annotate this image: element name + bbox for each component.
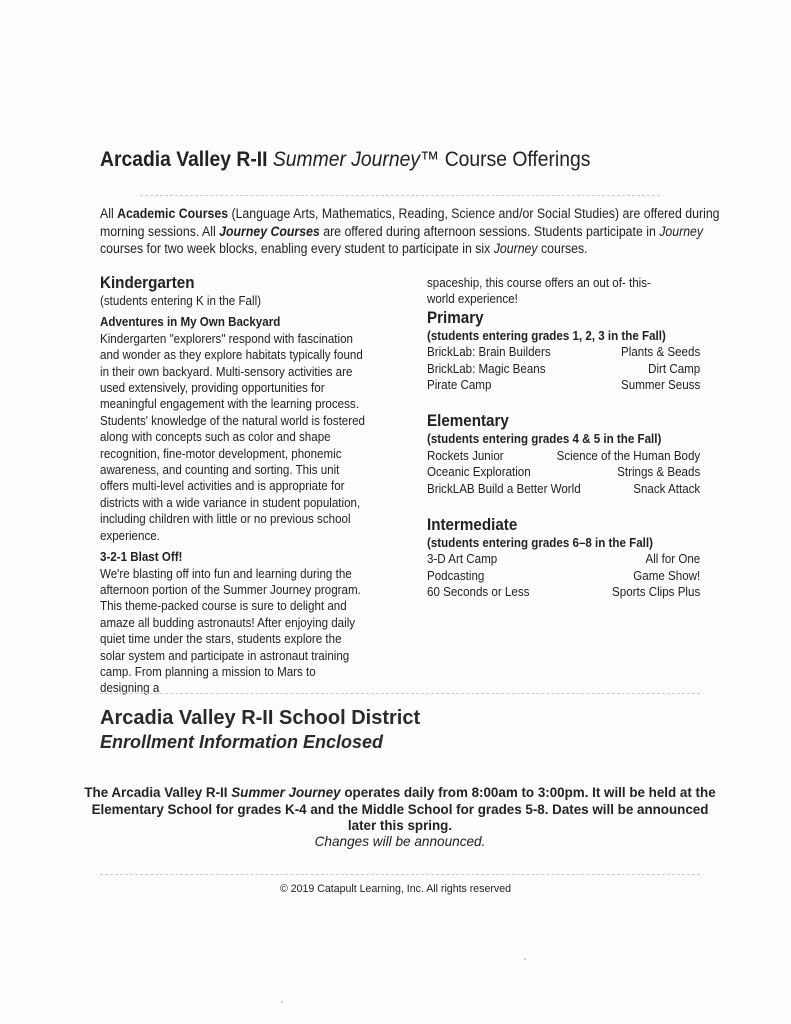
course-name: Science of the Human Body: [556, 448, 701, 463]
intro-journey-2: Journey: [493, 241, 538, 256]
intermediate-row: [427, 568, 700, 584]
left-column: [100, 273, 366, 697]
course-name: Summer Seuss: [621, 378, 701, 393]
notice-summer-journey: Summer Journey: [231, 785, 341, 800]
intro-text-7: courses for two week blocks, enabling every student to participate in six: [100, 241, 494, 256]
primary-row: [427, 377, 700, 393]
middle-divider: [100, 693, 700, 694]
primary-heading: Primary: [427, 308, 484, 327]
intro-text-3: (Language Arts, Mathematics, Reading, Science and/or Social Studies) are offered during morning sessions. All: [100, 206, 720, 239]
kindergarten-subheading: (students entering K in the Fall): [100, 294, 262, 308]
course-title-backyard: Adventures in My Own Backyard: [100, 315, 281, 330]
course-name: Game Show!: [633, 568, 701, 583]
elementary-row: [427, 481, 700, 497]
primary-row: [427, 361, 700, 377]
intro-journey-courses: Journey Courses: [219, 223, 320, 239]
kindergarten-heading: Kindergarten: [100, 274, 195, 292]
intermediate-row: [427, 584, 700, 600]
course-name: Sports Clips Plus: [612, 585, 701, 600]
course-name: Snack Attack: [633, 481, 701, 496]
course-name: 60 Seconds or Less: [427, 585, 530, 600]
right-column: [427, 275, 703, 601]
course-name: Pirate Camp: [427, 378, 492, 393]
elementary-subheading: (students entering grades 4 & 5 in the Fall): [427, 432, 662, 447]
title-tail: ™ Course Offerings: [420, 148, 591, 171]
intermediate-row: [427, 551, 700, 567]
course-desc-blast-off: We're blasting off into fun and learning during the afternoon portion of the Summer Journey program. This theme-packed course is sure to delight and amaze all budding astronauts! After enjoying daily quiet time under the stars, students explore the solar system and participate in astronaut training camp. From planning a mission to Mars to designing a: [100, 566, 361, 696]
title-bold: Arcadia Valley R-II: [100, 148, 268, 171]
changes-notice: Changes will be announced.: [314, 834, 486, 849]
scan-speck: [524, 958, 526, 960]
intro-paragraph: [100, 205, 720, 258]
intro-text-9: courses.: [537, 241, 588, 256]
scan-speck: [281, 1001, 283, 1003]
elementary-heading: Elementary: [427, 412, 509, 431]
top-divider: [140, 195, 660, 196]
course-name: BrickLab: Magic Beans: [427, 361, 546, 376]
primary-row: [427, 344, 700, 360]
elementary-row: [427, 464, 700, 480]
course-name: Dirt Camp: [648, 361, 701, 376]
course-name: Podcasting: [427, 568, 485, 583]
intermediate-subheading: (students entering grades 6–8 in the Fall): [427, 536, 653, 551]
course-desc-backyard: Kindergarten "explorers" respond with fascination and wonder as they explore habitats typically found in their own backyard. Multi-sensory activities are used extensively, providing opportunities for meaningful engagement with the learning process. Students' knowledge of the natural world is fostered along with concepts such as color and shape recognition, fine-motor development, phonemic awareness, and counting and sorting. This unit offers multi-level activities and is appropriate for districts with a wide variance in student population, including children with little or no previous school experience.: [100, 331, 366, 543]
course-name: All for One: [645, 552, 701, 567]
elementary-row: [427, 448, 700, 464]
course-title-blast-off: 3-2-1 Blast Off!: [100, 550, 183, 565]
course-name: Rockets Junior: [427, 448, 504, 463]
copyright-text: © 2019 Catapult Learning, Inc. All rights reserved: [280, 883, 511, 895]
notice-text-3: operates daily from 8:00am to 3:00pm. It will be held at the Elementary School for grades K-4 and the Middle School for grades 5-8. Dates will be announced later this spring.: [91, 785, 716, 834]
intro-text-5: are offered during afternoon sessions. Students participate in: [319, 223, 660, 239]
district-name: Arcadia Valley R-II School District: [100, 707, 421, 729]
title-italic: Summer Journey: [272, 148, 421, 171]
intro-academic-courses: Academic Courses: [117, 206, 229, 221]
intermediate-heading: Intermediate: [427, 516, 518, 535]
primary-subheading: (students entering grades 1, 2, 3 in the Fall): [427, 328, 666, 343]
intro-text-1: All: [100, 206, 118, 221]
course-name: 3-D Art Camp: [427, 552, 498, 567]
intro-journey-1: Journey: [659, 223, 704, 239]
course-name: BrickLAB Build a Better World: [427, 481, 581, 496]
enrollment-heading: Enrollment Information Enclosed: [100, 732, 384, 752]
bottom-divider: [100, 874, 700, 875]
page-title: [100, 148, 590, 172]
schedule-notice: [80, 785, 720, 835]
course-desc-blast-off-cont: spaceship, this course offers an out of- this-world experience!: [427, 276, 651, 307]
course-name: BrickLab: Brain Builders: [427, 345, 551, 360]
course-name: Oceanic Exploration: [427, 465, 531, 480]
notice-text-1: The Arcadia Valley R-II: [84, 785, 232, 800]
course-name: Strings & Beads: [617, 465, 701, 480]
course-name: Plants & Seeds: [621, 345, 701, 360]
